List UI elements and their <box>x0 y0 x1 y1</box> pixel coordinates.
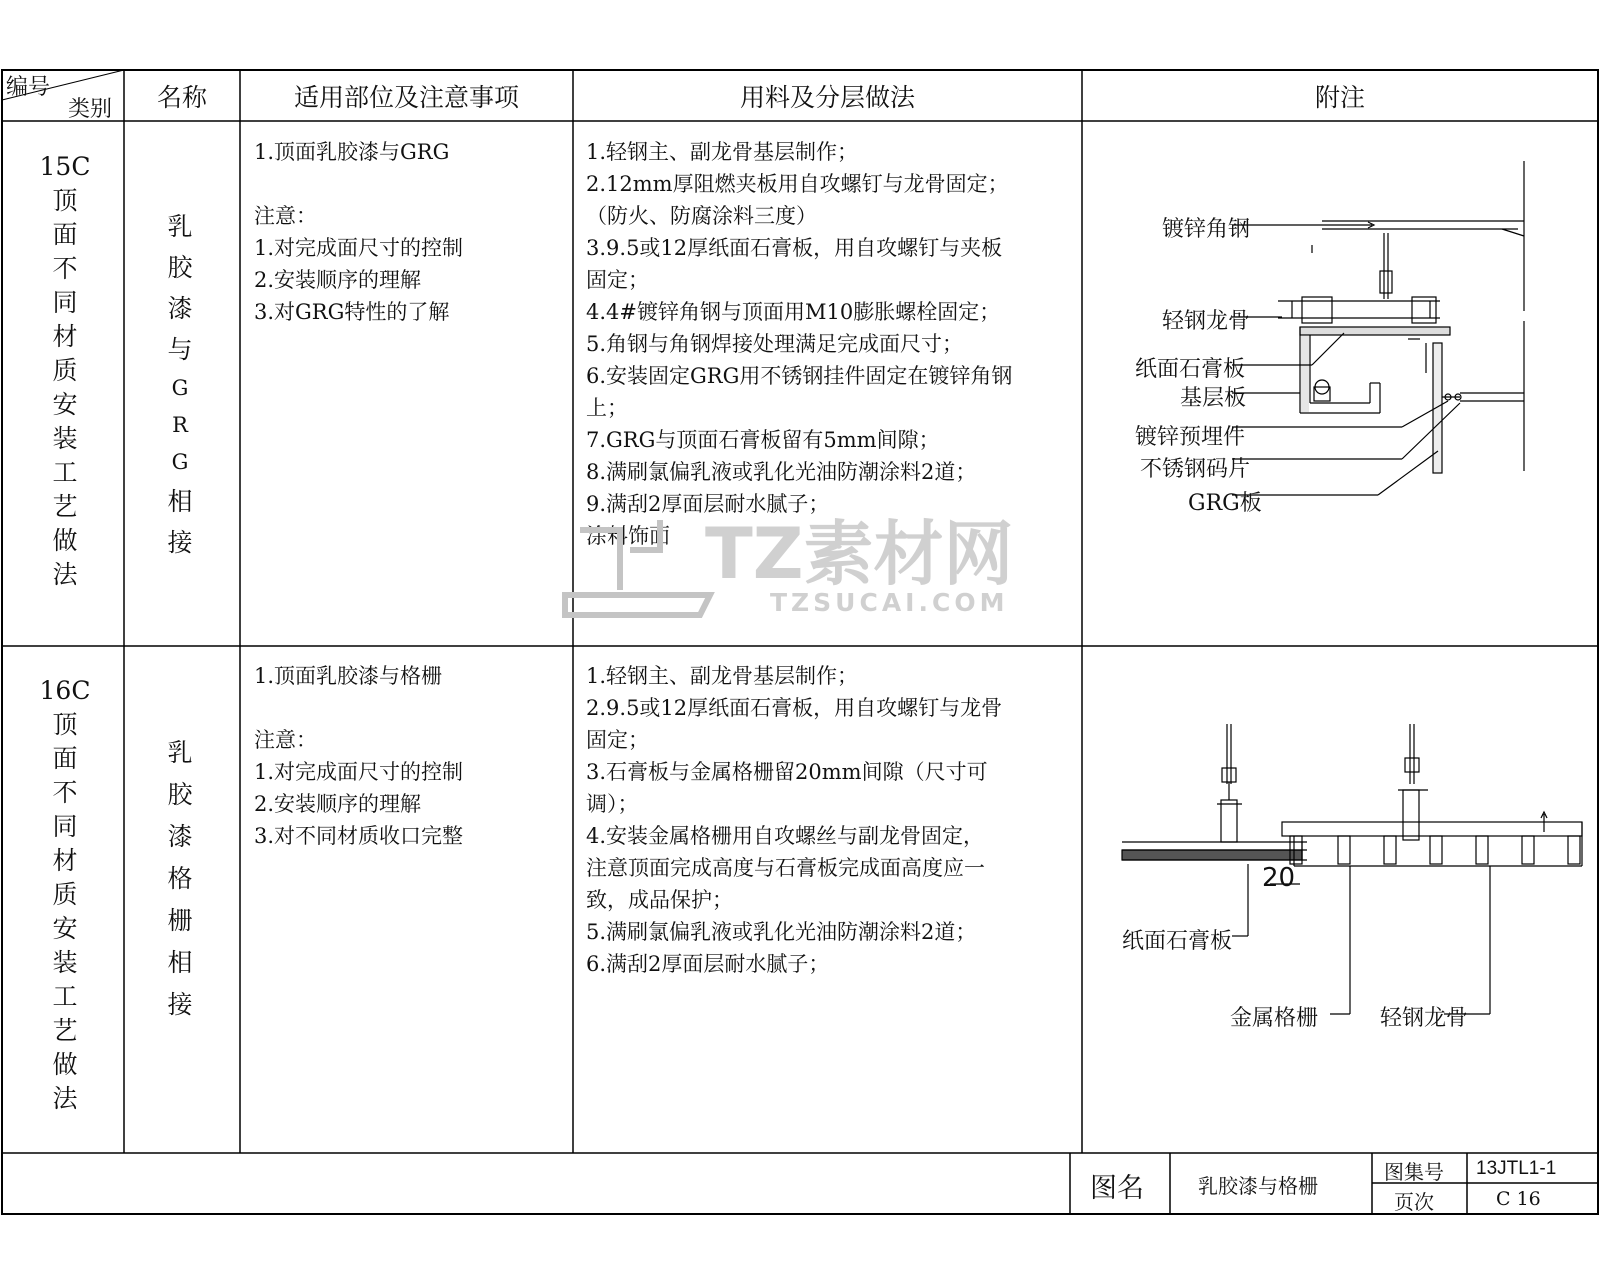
name-char: 栅 <box>167 906 193 935</box>
category-char: 材 <box>52 846 78 875</box>
category-char: 面 <box>52 744 78 773</box>
scope-line: 注意： <box>254 204 317 228</box>
name-char: 与 <box>167 335 193 364</box>
category-char: 工 <box>52 982 78 1011</box>
category-char: 安 <box>52 914 78 943</box>
scope-line <box>254 168 463 200</box>
method-line: 固定； <box>586 268 649 292</box>
category-char: 质 <box>52 880 78 909</box>
watermark-logo-icon <box>560 510 720 620</box>
name-char: 接 <box>167 528 193 557</box>
watermark-sub: TZSUCAI.COM <box>770 588 1009 617</box>
detail-drawing-15c <box>1082 121 1598 646</box>
category-char: 16C <box>39 676 91 705</box>
method-line: 3.石膏板与金属格栅留20mm间隙（尺寸可 <box>586 760 988 784</box>
method-line: 5.满刷氯偏乳液或乳化光油防潮涂料2道； <box>586 920 977 944</box>
label-galvanized-angle: 镀锌角钢 <box>1162 217 1251 242</box>
name-char: 胶 <box>167 780 193 809</box>
dimension-20: 20 <box>1262 863 1296 893</box>
category-char: 同 <box>52 812 78 841</box>
category-char: 艺 <box>52 492 78 521</box>
name-char: 漆 <box>167 822 193 851</box>
corner-label-number: 编号 <box>6 75 51 100</box>
method-line: 6.满刮2厚面层耐水腻子； <box>586 952 830 976</box>
method-line: 致，成品保护； <box>586 888 733 912</box>
label-gypsum-board: 纸面石膏板 <box>1122 929 1233 954</box>
scope-line <box>254 692 463 724</box>
row-16c-method <box>586 660 1002 980</box>
label-steel-clip: 不锈钢码片 <box>1140 457 1251 482</box>
method-line: 7.GRG与顶面石膏板留有5mm间隙； <box>586 428 940 452</box>
name-char: R <box>172 413 188 437</box>
method-line: 1.轻钢主、副龙骨基层制作； <box>586 664 859 688</box>
category-char: 材 <box>52 322 78 351</box>
titleblock-page-label: 页次 <box>1394 1190 1434 1214</box>
category-char: 不 <box>52 778 78 807</box>
watermark-main: TZ素材网 <box>705 513 1014 595</box>
name-char: 漆 <box>167 294 193 323</box>
row-16c-category <box>20 674 110 1116</box>
scope-line: 1.顶面乳胶漆与GRG <box>254 140 450 164</box>
category-char: 质 <box>52 356 78 385</box>
titleblock-atlas-value: 13JTL1-1 <box>1476 1158 1557 1179</box>
label-embedded-part: 镀锌预埋件 <box>1135 425 1246 450</box>
label-light-steel-keel: 轻钢龙骨 <box>1380 1006 1469 1031</box>
name-char: 乳 <box>167 738 193 767</box>
category-char: 安 <box>52 390 78 419</box>
detail-drawing-16c <box>1082 646 1598 1153</box>
scope-line: 3.对GRG特性的了解 <box>254 300 450 324</box>
category-char: 装 <box>52 424 78 453</box>
scope-line: 1.对完成面尺寸的控制 <box>254 760 464 784</box>
corner-label-category: 类别 <box>68 97 113 122</box>
category-char: 顶 <box>52 186 78 215</box>
row-15c-method <box>586 136 1012 552</box>
method-line: 注意顶面完成高度与石膏板完成面高度应一 <box>586 856 985 880</box>
method-line: 3.9.5或12厚纸面石膏板，用自攻螺钉与夹板 <box>586 236 1003 260</box>
scope-line: 3.对不同材质收口完整 <box>254 824 464 848</box>
category-char: 装 <box>52 948 78 977</box>
method-line: 5.角钢与角钢焊接处理满足完成面尺寸； <box>586 332 964 356</box>
name-char: 接 <box>167 990 193 1019</box>
row-15c-scope <box>254 136 463 328</box>
category-char: 做 <box>52 1050 78 1079</box>
category-char: 顶 <box>52 710 78 739</box>
label-metal-grille: 金属格栅 <box>1230 1006 1319 1031</box>
scope-line: 注意： <box>254 728 317 752</box>
name-char: 乳 <box>167 212 193 241</box>
col-header-scope: 适用部位及注意事项 <box>293 83 519 112</box>
row-16c-name <box>150 732 210 1026</box>
titleblock-atlas-label: 图集号 <box>1384 1160 1444 1184</box>
category-char: 法 <box>52 560 78 589</box>
method-line: （防火、防腐涂料三度） <box>586 204 817 228</box>
row-16c-scope <box>254 660 463 852</box>
titleblock-page-value: C 16 <box>1496 1188 1541 1210</box>
method-line: 4.4#镀锌角钢与顶面用M10膨胀螺栓固定； <box>586 300 1001 324</box>
method-line: 上； <box>586 396 628 420</box>
category-char: 面 <box>52 220 78 249</box>
titleblock-name-value: 乳胶漆与格栅 <box>1198 1174 1318 1198</box>
category-char: 15C <box>39 152 91 181</box>
row-15c-category <box>20 150 110 592</box>
col-header-method: 用料及分层做法 <box>739 83 915 112</box>
method-line: 涂料饰面 <box>586 524 670 548</box>
name-char: 相 <box>167 487 193 516</box>
col-header-name: 名称 <box>156 83 207 112</box>
category-char: 艺 <box>52 1016 78 1045</box>
method-line: 调）； <box>586 792 639 816</box>
category-char: 做 <box>52 526 78 555</box>
category-char: 同 <box>52 288 78 317</box>
label-base-board: 基层板 <box>1180 386 1247 411</box>
label-grg-board: GRG板 <box>1188 491 1262 516</box>
scope-line: 1.顶面乳胶漆与格栅 <box>254 664 443 688</box>
method-line: 4.安装金属格栅用自攻螺丝与副龙骨固定， <box>586 824 985 848</box>
category-char: 不 <box>52 254 78 283</box>
method-line: 9.满刮2厚面层耐水腻子； <box>586 492 830 516</box>
col-header-note: 附注 <box>1314 83 1365 112</box>
scope-line: 2.安装顺序的理解 <box>254 792 422 816</box>
scope-line: 2.安装顺序的理解 <box>254 268 422 292</box>
name-char: 相 <box>167 948 193 977</box>
label-gypsum-board: 纸面石膏板 <box>1135 357 1246 382</box>
method-line: 6.安装固定GRG用不锈钢挂件固定在镀锌角钢 <box>586 364 1013 388</box>
titleblock-name-label: 图名 <box>1090 1173 1144 1204</box>
name-char: 胶 <box>167 253 193 282</box>
method-line: 8.满刷氯偏乳液或乳化光油防潮涂料2道； <box>586 460 977 484</box>
name-char: 格 <box>167 864 193 893</box>
name-char: G <box>171 376 189 400</box>
method-line: 固定； <box>586 728 649 752</box>
category-char: 法 <box>52 1084 78 1113</box>
method-line: 2.12mm厚阻燃夹板用自攻螺钉与龙骨固定； <box>586 172 1009 196</box>
scope-line: 1.对完成面尺寸的控制 <box>254 236 464 260</box>
name-char: G <box>171 450 189 474</box>
category-char: 工 <box>52 458 78 487</box>
label-light-steel-keel: 轻钢龙骨 <box>1162 309 1251 334</box>
method-line: 1.轻钢主、副龙骨基层制作； <box>586 140 859 164</box>
row-15c-name <box>150 206 210 563</box>
method-line: 2.9.5或12厚纸面石膏板，用自攻螺钉与龙骨 <box>586 696 1003 720</box>
